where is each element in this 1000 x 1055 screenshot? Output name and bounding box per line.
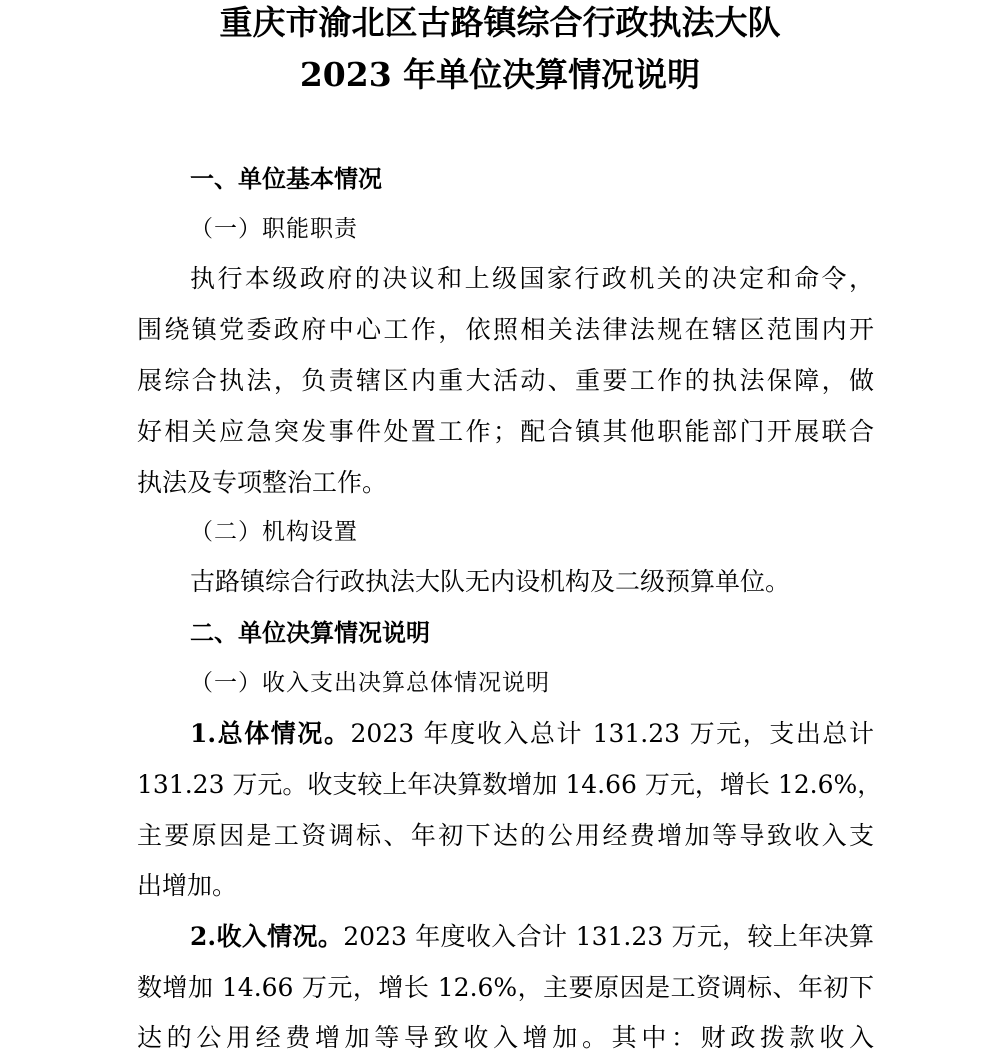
paragraph-line: 执行本级政府的决议和上级国家行政机关的决定和命令，: [190, 264, 874, 293]
paragraph-line: 围绕镇党委政府中心工作，依照相关法律法规在辖区范围内开: [137, 315, 874, 344]
paragraph-lead: 2.收入情况。: [190, 922, 344, 951]
section-2-heading: 二、单位决算情况说明: [190, 619, 430, 647]
paragraph-line: 展综合执法，负责辖区内重大活动、重要工作的执法保障，做: [137, 366, 874, 395]
paragraph-lead: 1.总体情况。: [190, 719, 351, 748]
paragraph-line: 出增加。: [137, 871, 238, 900]
paragraph-line: 好相关应急突发事件处置工作；配合镇其他职能部门开展联合: [137, 417, 874, 446]
paragraph-line: 主要原因是工资调标、年初下达的公用经费增加等导致收入支: [137, 821, 874, 850]
paragraph-line: 执法及专项整治工作。: [137, 468, 388, 497]
section-2-sub-1-heading: （一）收入支出决算总体情况说明: [190, 670, 550, 696]
section-1-heading: 一、单位基本情况: [190, 165, 382, 193]
paragraph-line: 131.23 万元。收支较上年决算数增加 14.66 万元，增长 12.6%，: [137, 770, 883, 799]
paragraph-text: 2023 年度收入合计 131.23 万元，较上年决算: [343, 922, 874, 951]
paragraph-line: 达的公用经费增加等导致收入增加。其中：财政拨款收入: [137, 1023, 874, 1052]
paragraph-line: [190, 920, 874, 954]
document-title-line-1: 重庆市渝北区古路镇综合行政执法大队: [219, 3, 781, 42]
paragraph-line: [190, 717, 874, 751]
paragraph-line: 古路镇综合行政执法大队无内设机构及二级预算单位。: [190, 567, 791, 596]
section-1-sub-2-heading: （二）机构设置: [190, 519, 358, 545]
document-title-line-2: 2023 年单位决算情况说明: [299, 55, 701, 94]
section-1-sub-1-heading: （一）职能职责: [190, 216, 358, 242]
paragraph-line: 数增加 14.66 万元，增长 12.6%，主要原因是工资调标、年初下: [137, 973, 874, 1002]
paragraph-text: 2023 年度收入总计 131.23 万元，支出总计: [350, 719, 874, 748]
